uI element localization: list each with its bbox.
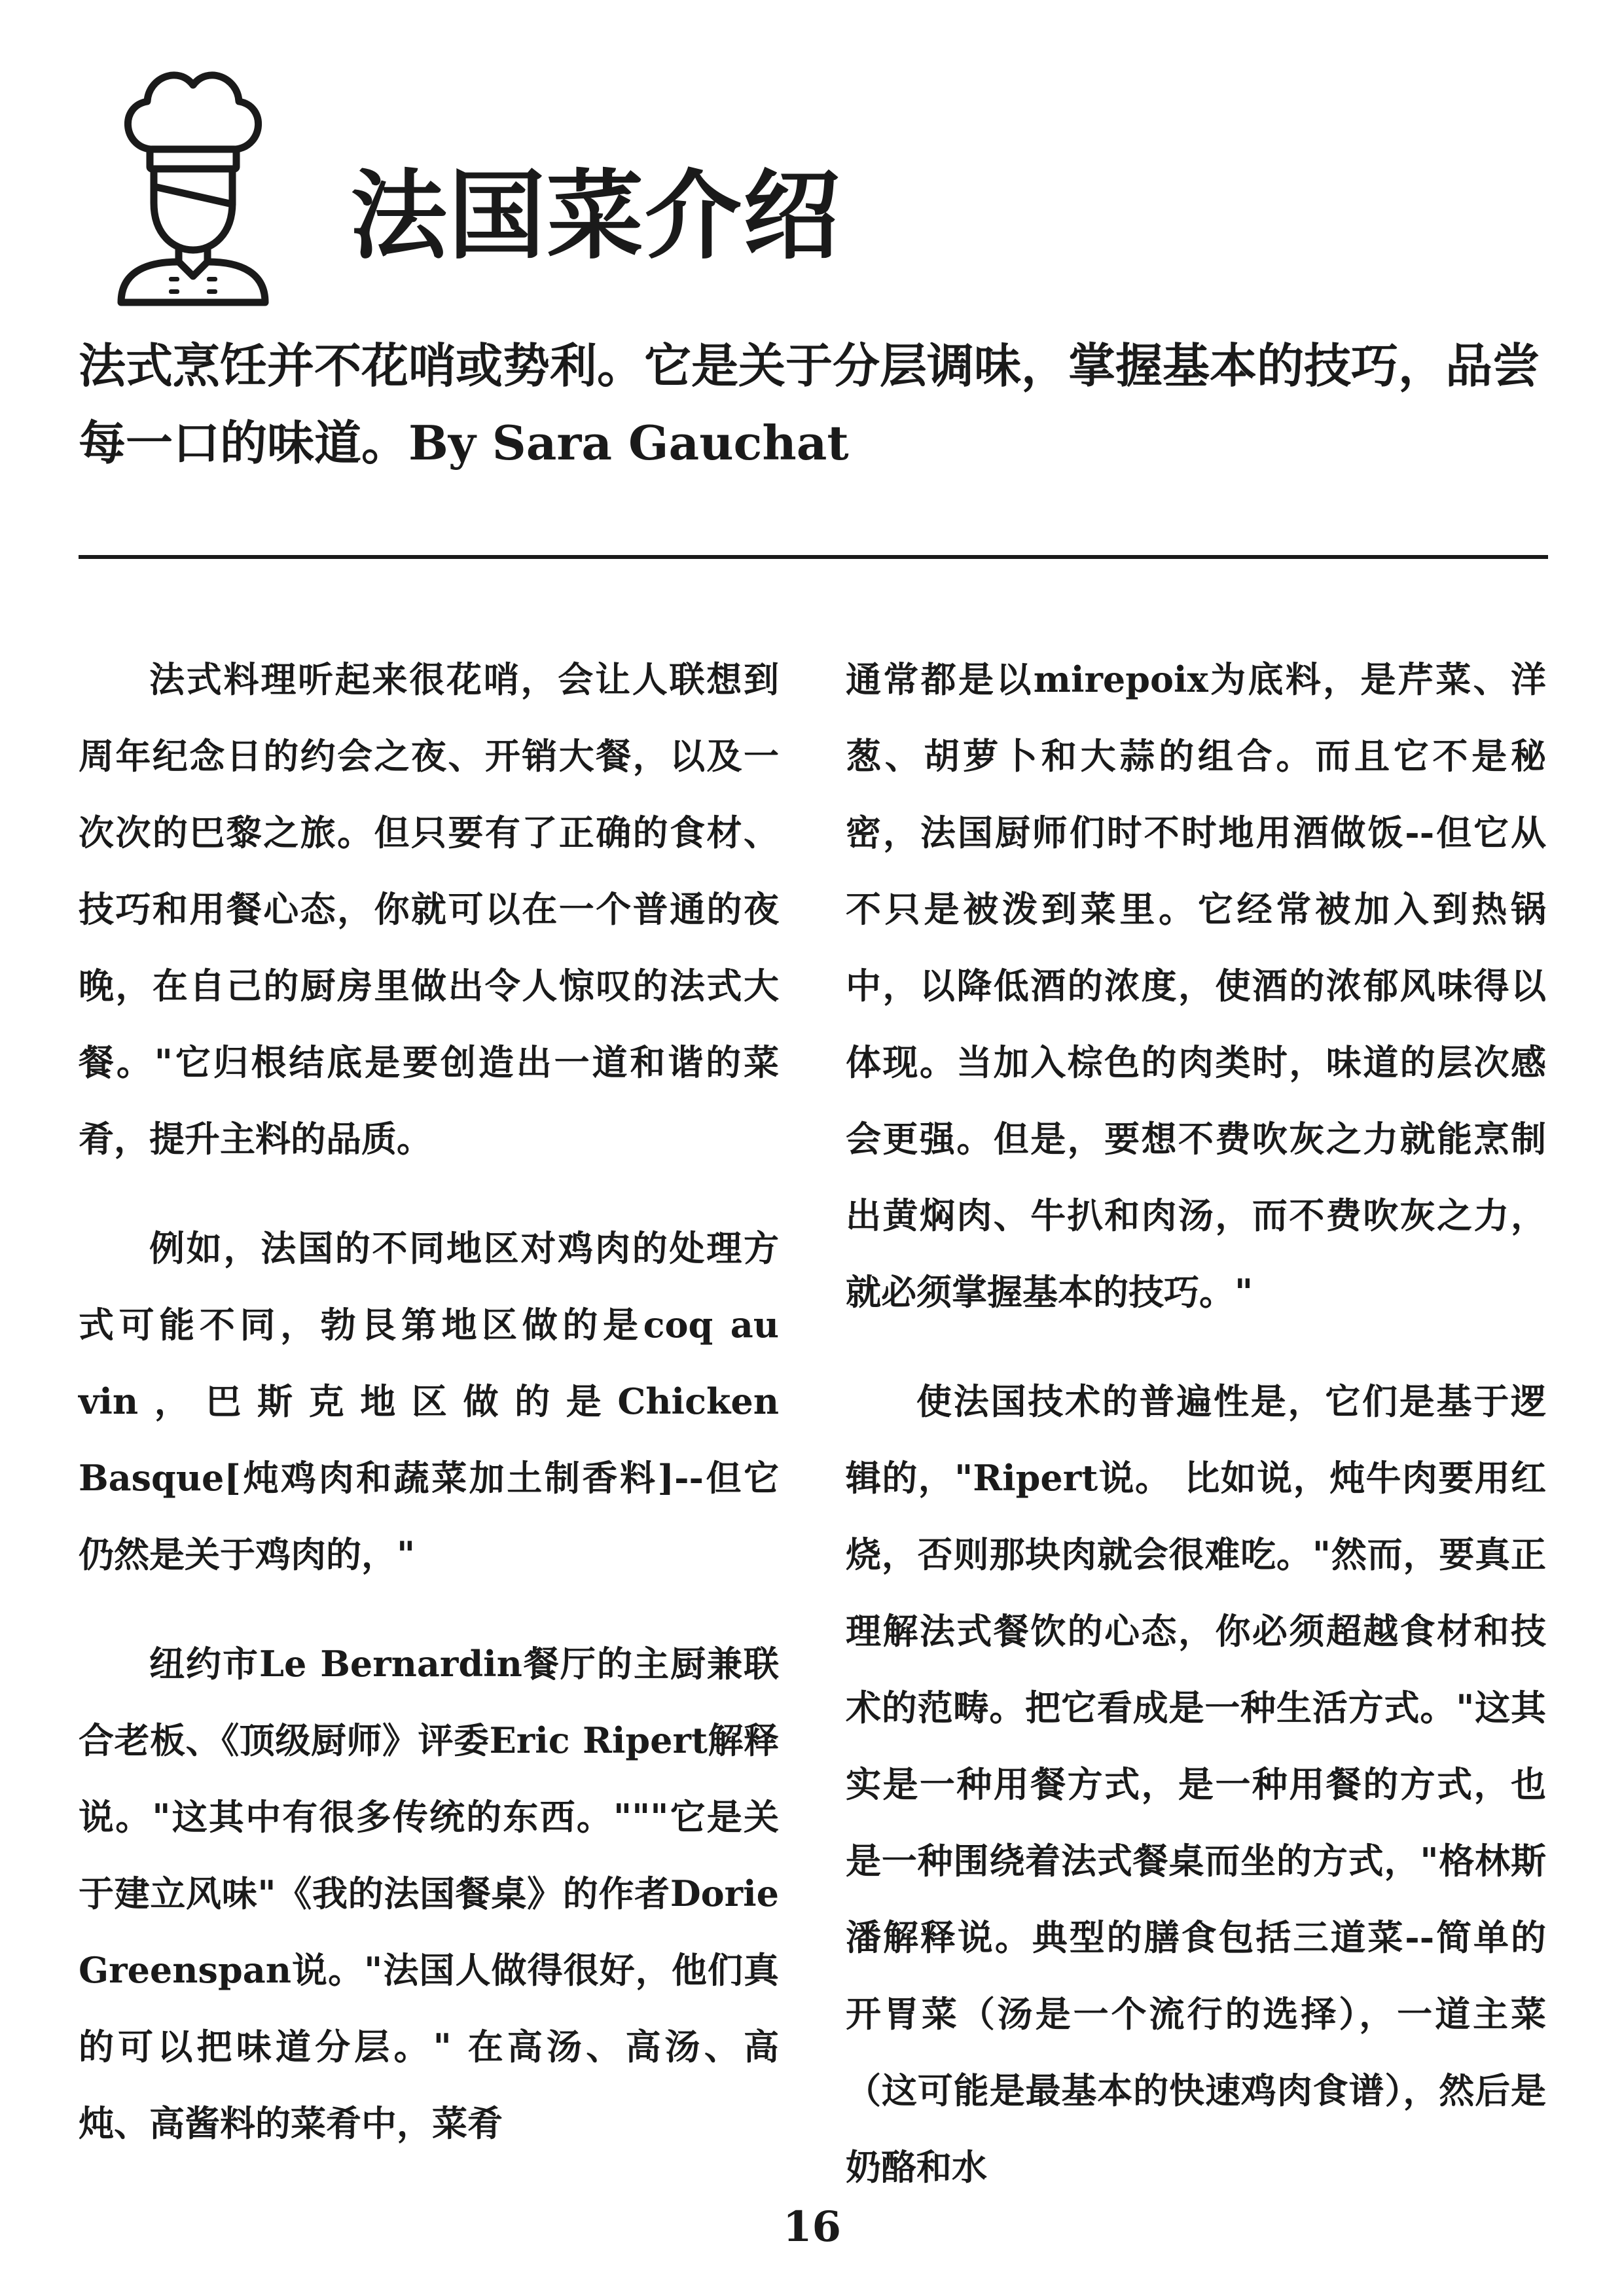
paragraph: 纽约市Le Bernardin餐厅的主厨兼联合老板、《顶级厨师》评委Eric Ripert解释说。"这其中有很多传统的东西。"""它是关于建立风味"《我的法国餐桌》的作者Dorie Greenspan说。"法国人做得很好，他们真的可以把味道分层。" 在高汤、高汤、高炖、高酱料的菜肴中，菜肴	[79, 1643, 779, 2144]
article-subtitle: 法式烹饪并不花哨或势利。它是关于分层调味，掌握基本的技巧，品尝每一口的味道。By Sara Gauchat	[79, 338, 1540, 471]
header-divider	[79, 555, 1548, 559]
chef-icon	[108, 65, 278, 308]
article-right-column	[846, 641, 1546, 2238]
page-number: 16	[782, 2202, 842, 2251]
page-title: 法国菜介绍	[350, 158, 841, 272]
article-left-column	[79, 641, 779, 2195]
paragraph: 使法国技术的普遍性是，它们是基于逻辑的，"Ripert说。 比如说，炖牛肉要用红烧，否则那块肉就会很难吃。"然而，要真正理解法式餐饮的心态，你必须超越食材和技术的范畴。把它看成是一种生活方式。"这其实是一种用餐方式，是一种用餐的方式，也是一种围绕着法式餐桌而坐的方式，"格林斯潘解释说。典型的膳食包括三道菜--简单的开胃菜（汤是一个流行的选择），一道主菜（这可能是最基本的快速鸡肉食谱），然后是奶酪和水	[846, 1380, 1546, 2188]
paragraph: 通常都是以mirepoix为底料，是芹菜、洋葱、胡萝卜和大蒜的组合。而且它不是秘密，法国厨师们时不时地用酒做饭--但它从不只是被泼到菜里。它经常被加入到热锅中，以降低酒的浓度，使酒的浓郁风味得以体现。当加入棕色的肉类时，味道的层次感会更强。但是，要想不费吹灰之力就能烹制出黄焖肉、牛扒和肉汤，而不费吹灰之力，就必须掌握基本的技巧。"	[846, 658, 1546, 1313]
paragraph: 例如，法国的不同地区对鸡肉的处理方式可能不同，勃艮第地区做的是coq au vin，巴斯克地区做的是Chicken Basque[炖鸡肉和蔬菜加土制香料]--但它仍然是关于鸡肉的，"	[79, 1227, 779, 1575]
paragraph: 法式料理听起来很花哨，会让人联想到周年纪念日的约会之夜、开销大餐，以及一次次的巴黎之旅。但只要有了正确的食材、技巧和用餐心态，你就可以在一个普通的夜晚，在自己的厨房里做出令人惊叹的法式大餐。"它归根结底是要创造出一道和谐的菜肴，提升主料的品质。	[79, 658, 779, 1160]
